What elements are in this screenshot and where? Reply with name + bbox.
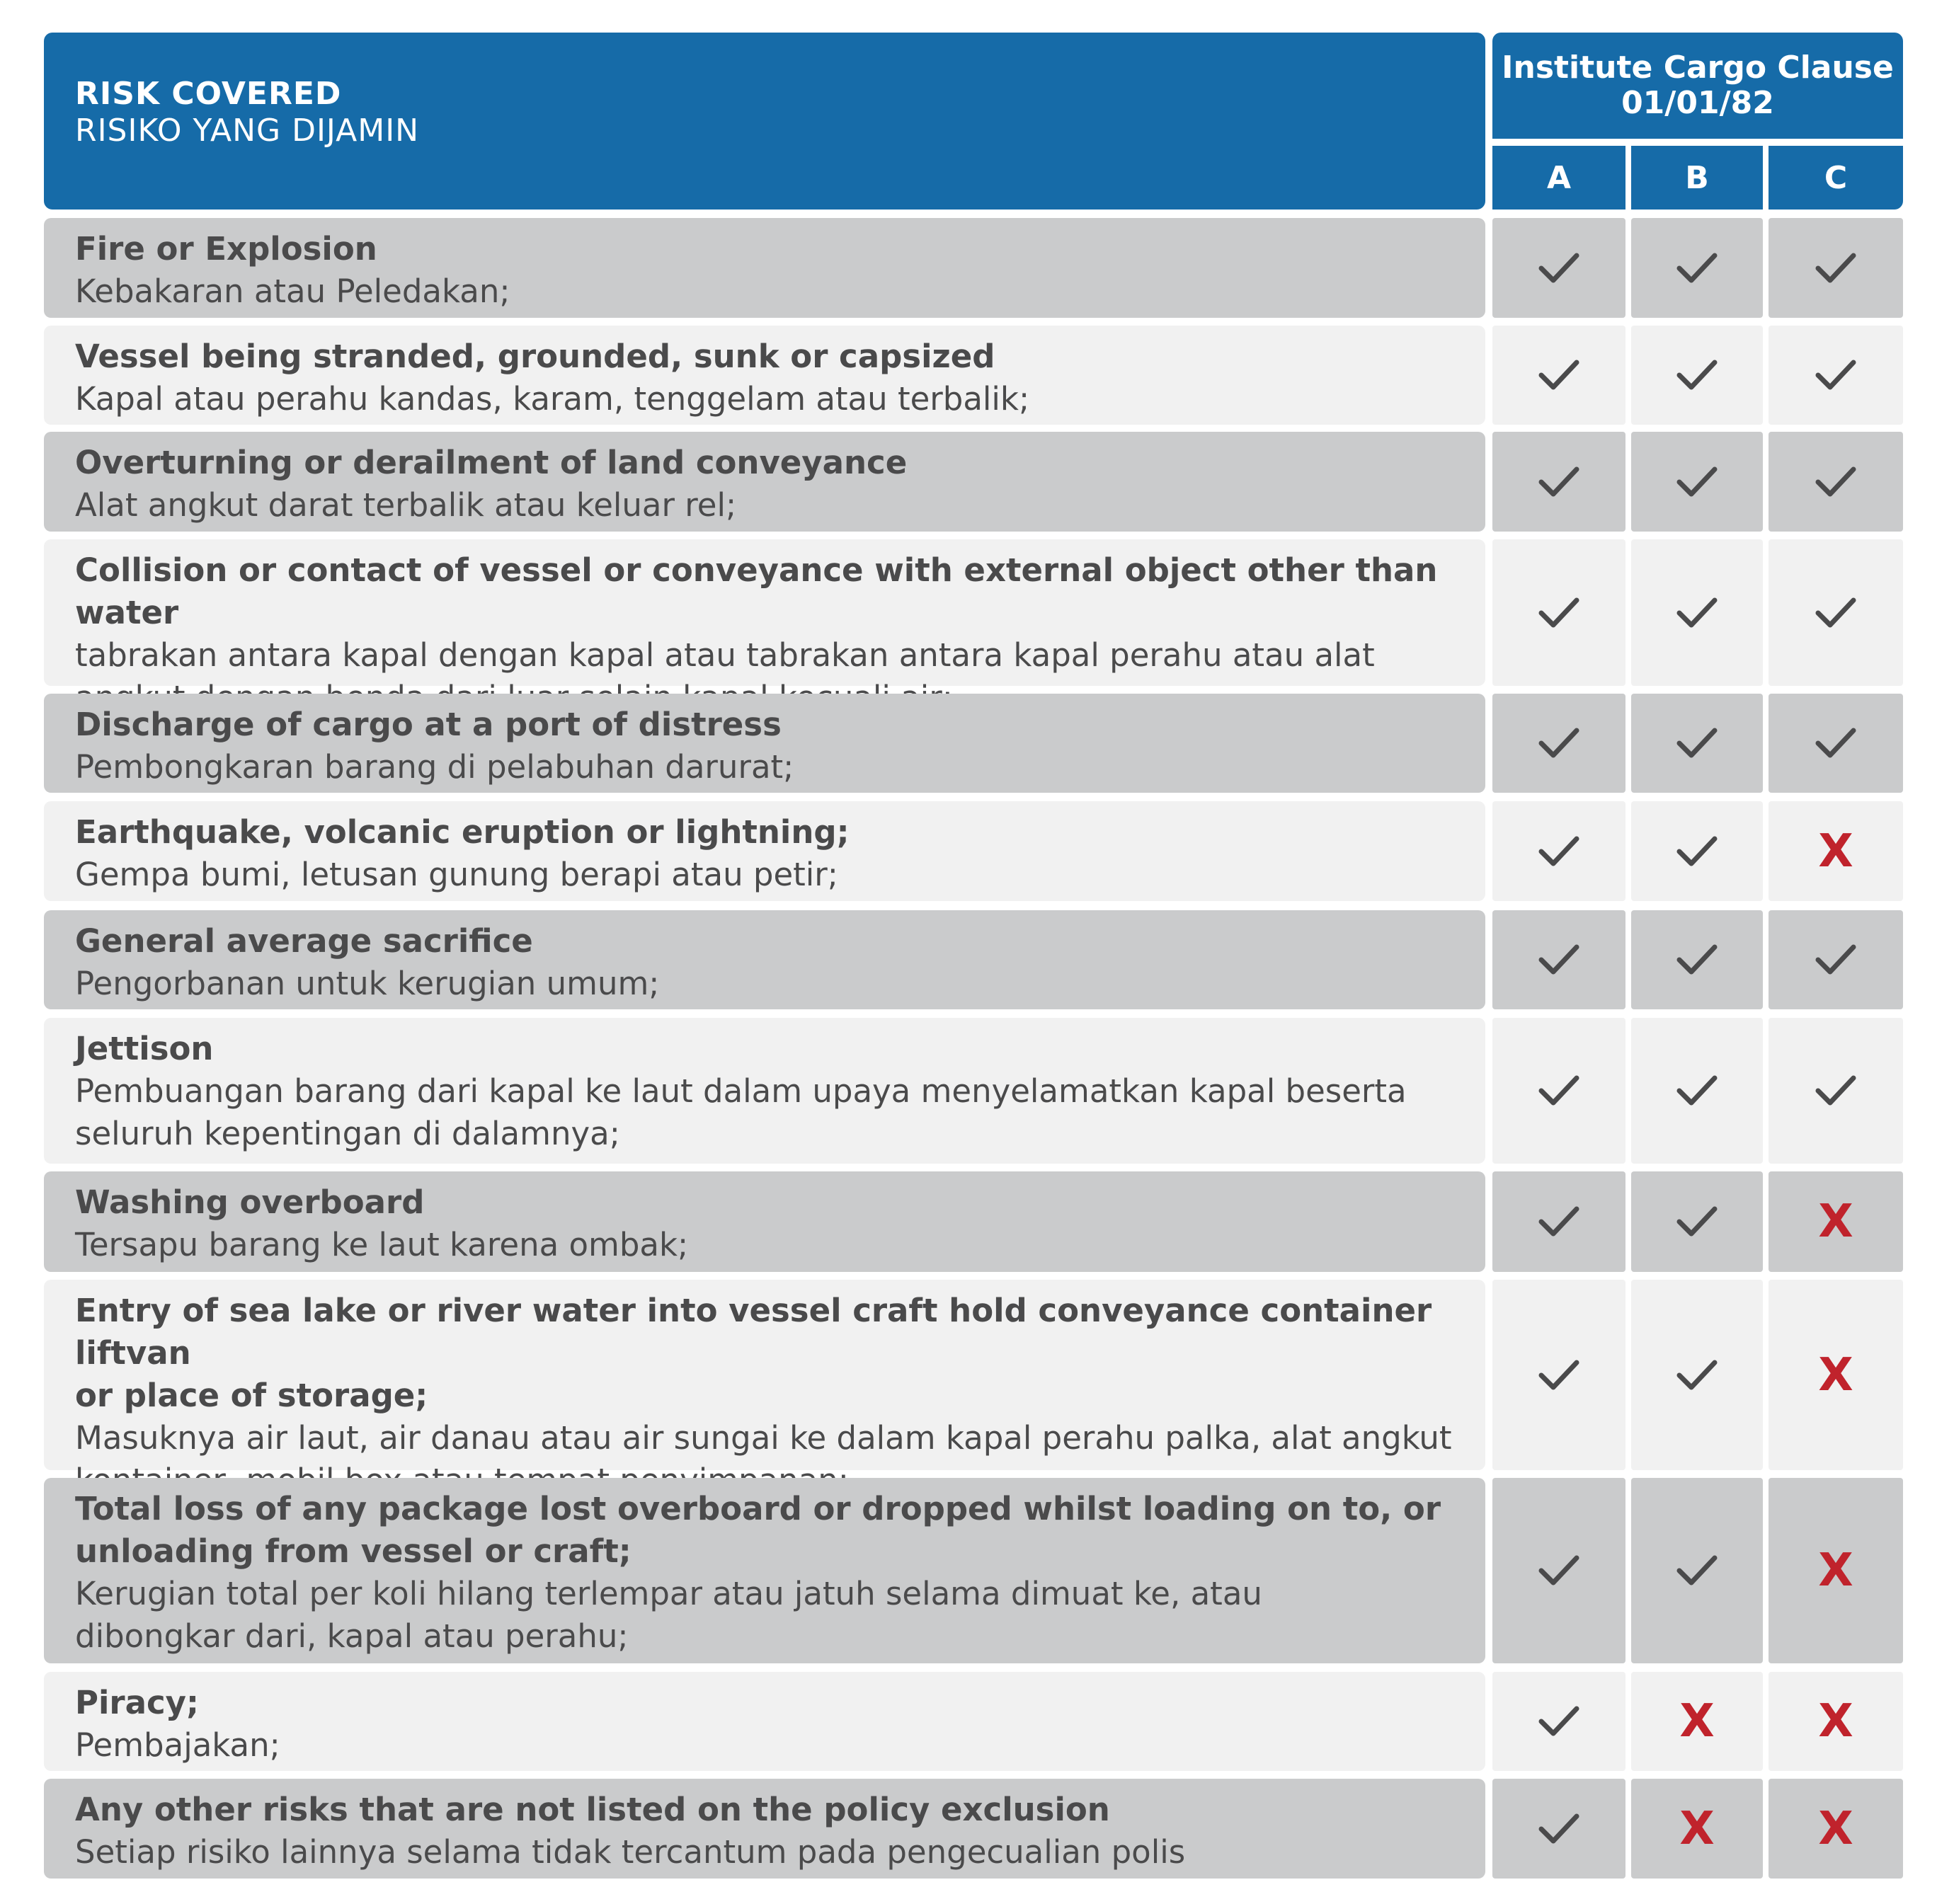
- check-icon: [1538, 1554, 1579, 1588]
- clause-header: [1492, 33, 1903, 139]
- coverage-cell-a: [1492, 218, 1625, 318]
- coverage-cell-a: [1492, 1779, 1625, 1879]
- coverage-cell-a: [1492, 801, 1625, 901]
- coverage-cell-b: [1631, 694, 1763, 793]
- cross-icon: X: [1818, 1802, 1853, 1855]
- coverage-cell-c: [1769, 910, 1903, 1009]
- check-icon: [1538, 1358, 1579, 1392]
- coverage-cell-c: [1769, 1280, 1903, 1470]
- check-icon: [1676, 1554, 1718, 1588]
- risk-row-13: [44, 1779, 1485, 1879]
- risk-name-id: seluruh kepentingan di dalamnya;: [75, 1115, 620, 1152]
- coverage-cell-a: [1492, 694, 1625, 793]
- risk-name-id: Setiap risiko lainnya selama tidak tercantum pada pengecualian polis: [75, 1833, 1186, 1871]
- check-icon: [1538, 943, 1579, 977]
- check-icon: [1676, 726, 1718, 760]
- check-icon: [1676, 1358, 1718, 1392]
- coverage-cell-b: [1631, 1478, 1763, 1663]
- coverage-cell-c: [1769, 432, 1903, 532]
- coverage-cell-a: [1492, 910, 1625, 1009]
- risk-row-3: [44, 432, 1485, 532]
- risk-row-10: [44, 1280, 1485, 1470]
- risk-covered-subtitle: RISIKO YANG DIJAMIN: [75, 113, 420, 149]
- cross-icon: X: [1818, 825, 1853, 878]
- risk-name-en: Entry of sea lake or river water into vessel craft hold conveyance container liftvan or place of storage;: [75, 1292, 1432, 1414]
- coverage-cell-c: [1769, 218, 1903, 318]
- check-icon: [1676, 835, 1718, 868]
- risk-name-id: Kapal atau perahu kandas, karam, tenggelam atau terbalik;: [75, 380, 1030, 418]
- check-icon: [1676, 251, 1718, 285]
- coverage-cell-b: [1631, 1280, 1763, 1470]
- check-icon: [1676, 943, 1718, 977]
- risk-name-id: Gempa bumi, letusan gunung berapi atau petir;: [75, 856, 838, 893]
- risk-name-id: Tersapu barang ke laut karena ombak;: [75, 1226, 689, 1263]
- coverage-cell-a: [1492, 432, 1625, 532]
- risk-row-6: [44, 801, 1485, 901]
- check-icon: [1815, 465, 1856, 499]
- risk-row-9: [44, 1171, 1485, 1272]
- risk-name-en: General average sacrifice: [75, 922, 533, 960]
- coverage-cell-c: [1769, 1779, 1903, 1879]
- risk-name-id: Pembuangan barang dari kapal ke laut dalam upaya menyelamatkan kapal beserta: [75, 1072, 1407, 1110]
- risk-name-en: Overturning or derailment of land conveyance: [75, 444, 908, 481]
- risk-row-11: [44, 1478, 1485, 1663]
- risk-name-en: Jettison: [75, 1030, 214, 1067]
- cross-icon: X: [1818, 1695, 1853, 1748]
- check-icon: [1815, 943, 1856, 977]
- cross-icon: X: [1679, 1695, 1715, 1748]
- clause-title: Institute Cargo Clause: [1502, 50, 1894, 86]
- risk-row-2: [44, 326, 1485, 425]
- risk-name-en: Washing overboard: [75, 1183, 425, 1221]
- risk-name-id: Pembajakan;: [75, 1726, 280, 1764]
- coverage-cell-c: [1769, 1018, 1903, 1164]
- column-header-b: B: [1631, 146, 1763, 210]
- risk-name-id: dibongkar dari, kapal atau perahu;: [75, 1617, 629, 1655]
- risk-row-12: [44, 1672, 1485, 1771]
- column-header-c: C: [1769, 146, 1903, 210]
- risk-name-en: Fire or Explosion: [75, 230, 377, 268]
- check-icon: [1538, 465, 1579, 499]
- risk-name-en: Discharge of cargo at a port of distress: [75, 706, 782, 743]
- risk-row-1: [44, 218, 1485, 318]
- column-header-a: A: [1492, 146, 1625, 210]
- check-icon: [1538, 1704, 1579, 1738]
- risk-covered-header: [44, 33, 1485, 210]
- risk-name-id: Kebakaran atau Peledakan;: [75, 273, 510, 310]
- risk-covered-title: RISK COVERED: [75, 76, 342, 112]
- coverage-cell-c: [1769, 1478, 1903, 1663]
- check-icon: [1815, 251, 1856, 285]
- coverage-cell-b: [1631, 326, 1763, 425]
- risk-name-id: Pengorbanan untuk kerugian umum;: [75, 965, 660, 1002]
- check-icon: [1676, 596, 1718, 630]
- coverage-cell-b: [1631, 1018, 1763, 1164]
- coverage-cell-a: [1492, 539, 1625, 686]
- risk-name-en: Total loss of any package lost overboard or dropped whilst loading on to, or unloading from vessel or craft;: [75, 1490, 1441, 1570]
- cross-icon: X: [1679, 1802, 1715, 1855]
- risk-name-en: Earthquake, volcanic eruption or lightning;: [75, 813, 850, 851]
- risk-name-en: Vessel being stranded, grounded, sunk or capsized: [75, 338, 995, 375]
- coverage-cell-b: [1631, 1171, 1763, 1272]
- coverage-cell-a: [1492, 326, 1625, 425]
- check-icon: [1676, 465, 1718, 499]
- cross-icon: X: [1818, 1195, 1853, 1248]
- coverage-cell-a: [1492, 1280, 1625, 1470]
- risk-name-id: Masuknya air laut, air danau atau air sungai ke dalam kapal perahu palka, alat angkut: [75, 1419, 1452, 1457]
- risk-name-en: Any other risks that are not listed on the policy exclusion: [75, 1791, 1110, 1828]
- check-icon: [1815, 726, 1856, 760]
- check-icon: [1538, 1812, 1579, 1846]
- check-icon: [1538, 251, 1579, 285]
- check-icon: [1538, 358, 1579, 392]
- coverage-cell-c: [1769, 1672, 1903, 1771]
- check-icon: [1538, 835, 1579, 868]
- check-icon: [1538, 1205, 1579, 1239]
- check-icon: [1815, 358, 1856, 392]
- risk-name-id: tabrakan antara kapal dengan kapal atau tabrakan antara kapal perahu atau alat: [75, 636, 1375, 674]
- coverage-cell-b: [1631, 910, 1763, 1009]
- cross-icon: X: [1818, 1348, 1853, 1401]
- coverage-cell-c: [1769, 326, 1903, 425]
- risk-name-id: Kerugian total per koli hilang terlempar atau jatuh selama dimuat ke, atau: [75, 1575, 1262, 1612]
- coverage-cell-c: [1769, 801, 1903, 901]
- coverage-cell-b: [1631, 801, 1763, 901]
- coverage-cell-b: [1631, 218, 1763, 318]
- clause-date: 01/01/82: [1621, 85, 1774, 121]
- risk-row-7: [44, 910, 1485, 1009]
- coverage-cell-b: [1631, 539, 1763, 686]
- risk-name-en: Piracy;: [75, 1684, 199, 1721]
- check-icon: [1676, 1205, 1718, 1239]
- check-icon: [1538, 726, 1579, 760]
- coverage-cell-c: [1769, 1171, 1903, 1272]
- coverage-cell-b: [1631, 1672, 1763, 1771]
- coverage-cell-a: [1492, 1672, 1625, 1771]
- coverage-cell-b: [1631, 432, 1763, 532]
- risk-row-8: [44, 1018, 1485, 1164]
- coverage-cell-a: [1492, 1171, 1625, 1272]
- cross-icon: X: [1818, 1544, 1853, 1597]
- risk-row-4: [44, 539, 1485, 686]
- coverage-cell-c: [1769, 694, 1903, 793]
- coverage-cell-b: [1631, 1779, 1763, 1879]
- coverage-cell-a: [1492, 1018, 1625, 1164]
- check-icon: [1538, 596, 1579, 630]
- check-icon: [1815, 596, 1856, 630]
- risk-name-en: Collision or contact of vessel or conveyance with external object other than water: [75, 551, 1438, 631]
- coverage-cell-c: [1769, 539, 1903, 686]
- risk-name-id: Pembongkaran barang di pelabuhan darurat;: [75, 748, 794, 786]
- check-icon: [1538, 1074, 1579, 1108]
- risk-row-5: [44, 694, 1485, 793]
- check-icon: [1676, 1074, 1718, 1108]
- check-icon: [1676, 358, 1718, 392]
- risk-name-id: Alat angkut darat terbalik atau keluar rel;: [75, 486, 737, 524]
- check-icon: [1815, 1074, 1856, 1108]
- coverage-cell-a: [1492, 1478, 1625, 1663]
